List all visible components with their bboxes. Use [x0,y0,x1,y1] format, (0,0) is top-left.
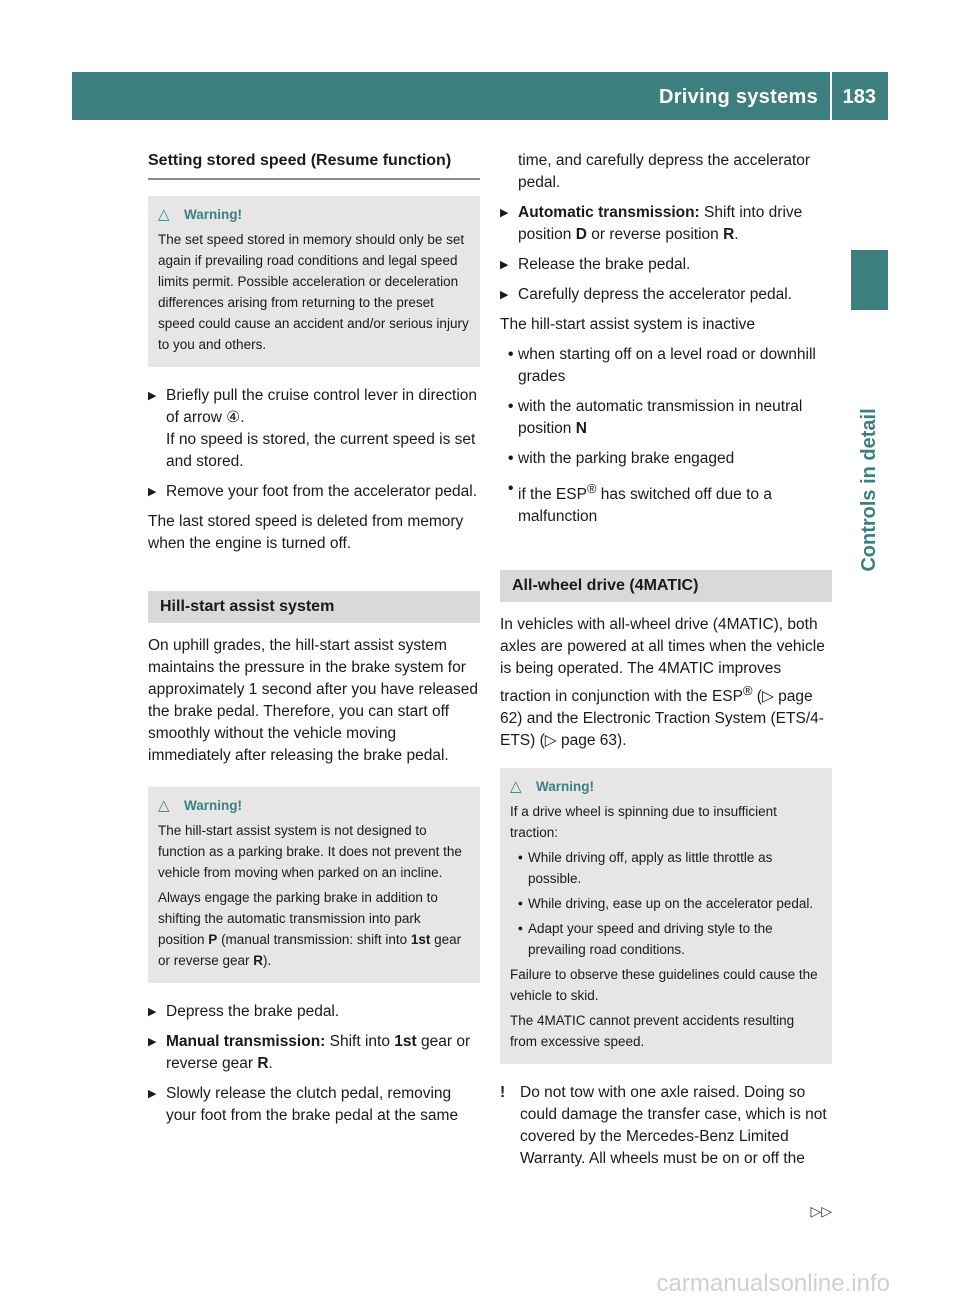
step-result: If no speed is stored, the current speed is set and stored. [166,431,476,470]
step-arrow-icon: ▶ [500,207,509,219]
warning-text: The 4MATIC cannot prevent accidents resulting from excessive speed. [510,1013,795,1050]
warning-triangle-icon: △ [158,797,170,814]
paragraph: The last stored speed is deleted from memory when the engine is turned off. [148,513,464,552]
warning-box [500,768,832,1064]
warning-box [148,196,480,367]
list-item: • While driving off, apply as little throttle as possible. [518,850,773,887]
warning-box [148,787,480,983]
step-arrow-icon: ▶ [148,1088,157,1100]
chapter-label: Controls in detail [858,408,880,572]
warning-title: Warning! [184,798,242,813]
warning-triangle-icon: △ [510,778,522,796]
warning-text: Failure to observe these guidelines could cause the vehicle to skid. [510,967,818,1004]
step-text: Briefly pull the cruise control lever in direction of arrow ④. [166,387,477,426]
list-item: • While driving, ease up on the accelerator pedal. [518,896,814,912]
instruction-step [500,254,832,276]
step-text: Automatic transmission: Shift into drive position D or reverse position R. [518,204,803,243]
notice-exclamation-icon: ! [500,1084,506,1102]
header-divider [830,72,832,120]
hill-start-heading: Hill-start assist system [148,591,480,623]
step-arrow-icon: ▶ [148,390,157,402]
step-arrow-icon: ▶ [148,486,157,498]
warning-text: If a drive wheel is spinning due to insufficient traction: [510,804,777,841]
step-text: Carefully depress the accelerator pedal. [518,286,792,303]
step-text: Manual transmission: Shift into 1st gear or reverse gear R. [166,1033,471,1072]
step-arrow-icon: ▶ [500,259,509,271]
watermark: carmanualsonline.info [656,1270,890,1297]
paragraph: In vehicles with all-wheel drive (4MATIC), both axles are powered at all times when the vehicle is being operated. The 4MATIC improves traction in conjunction with the ESP® (▷ page 62) and the Electronic Traction System (ETS/4-ETS) (▷ page 63). [500,616,825,750]
continue-arrow-icon: ▷▷ [810,1203,832,1219]
step-arrow-icon: ▶ [148,1006,157,1018]
list-item: • when starting off on a level road or downhill grades [508,346,816,385]
list-item: • Adapt your speed and driving style to the prevailing road conditions. [518,921,773,958]
step-arrow-icon: ▶ [500,289,509,301]
step-text: Remove your foot from the accelerator pedal. [166,483,478,500]
header-bar [72,72,888,120]
step-text: Release the brake pedal. [518,256,691,273]
instruction-step [148,1083,480,1127]
instruction-step [148,1031,480,1075]
list-item: • if the ESP® has switched off due to a malfunction [508,480,772,526]
warning-text: The hill-start assist system is not designed to function as a parking brake. It does not prevent the vehicle from moving when parked on an incline. [158,823,462,880]
warning-triangle-icon: △ [158,206,170,223]
warning-title: Warning! [184,207,242,222]
instruction-step [500,284,832,306]
all-wheel-drive-heading: All-wheel drive (4MATIC) [500,570,832,602]
notice-paragraph: ! Do not tow with one axle raised. Doing so could damage the transfer case, which is not covered by the Mercedes-Benz Limited Warranty. All wheels must be on or off the [500,1084,827,1168]
warning-title: Warning! [536,779,594,795]
warning-text: The set speed stored in memory should only be set again if prevailing road conditions and legal speed limits permit. Possible acceleration or deceleration differences arising from returning to the preset speed could cause an accident and/or serious injury to you and others. [158,232,469,352]
right-column [500,150,832,1170]
warning-text: Always engage the parking brake in addition to shifting the automatic transmission into park position P (manual transmission: shift into 1st gear or reverse gear R). [158,890,462,968]
instruction-step [500,202,832,246]
step-text: Depress the brake pedal. [166,1003,340,1020]
step-arrow-icon: ▶ [148,1036,157,1048]
instruction-step [148,1001,480,1023]
paragraph: On uphill grades, the hill-start assist system maintains the pressure in the brake system for approximately 1 second after you have released the brake pedal. Therefore, you can start off smoothly without the vehicle moving immediately after releasing the brake pedal. [148,637,479,764]
list-item: • with the automatic transmission in neutral position N [508,398,803,437]
setting-stored-speed-heading: Setting stored speed (Resume function) [148,150,480,180]
list-item: • with the parking brake engaged [508,450,735,467]
instruction-step [148,385,480,473]
left-column [148,150,480,1135]
step-continuation: time, and carefully depress the accelerator pedal. [518,152,811,191]
instruction-step [148,481,480,503]
page-number: 183 [842,86,876,108]
paragraph: The hill-start assist system is inactive [500,316,755,333]
section-title: Driving systems [658,86,818,108]
step-text: Slowly release the clutch pedal, removing your foot from the brake pedal at the same [166,1085,459,1124]
